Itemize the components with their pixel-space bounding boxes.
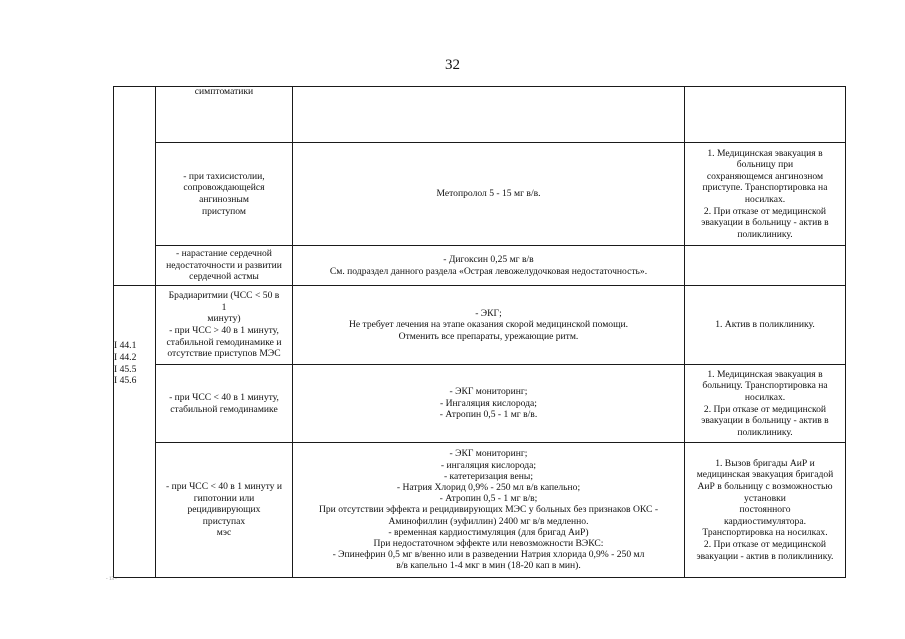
table-row [156, 365, 292, 442]
treatment-cell: - ЭКГ; Не требует лечения на этапе оказания скорой медицинской помощи. Отменить все препараты, урежающие ритм. [348, 307, 629, 342]
table-border-left [113, 86, 114, 578]
condition-cell: - при ЧСС < 40 в 1 минуту и гипотонии или рецидивирующих приступах мэс [166, 481, 282, 539]
recommendation-cell: 1. Медицинская эвакуация в больницу при сохраняющемся ангинозном приступе. Транспортировка на носилках. 2. При отказе от медицинской эвакуации в больницу - актив в поликлинику. [701, 147, 829, 240]
icd-codes: I 44.1 I 44.2 I 45.5 I 45.6 [114, 340, 137, 387]
corner-mark: - 13 - [106, 577, 117, 582]
condition-cell: - нарастание сердечной недостаточности и развитии сердечной астмы [166, 248, 282, 283]
condition-cell: - при ЧСС < 40 в 1 минуту, стабильной гемодинамике [169, 391, 279, 415]
condition-cell: - при тахисистолии, сопровождающейся ангинозным приступом [183, 170, 265, 217]
recommendation-cell: 1. Медицинская эвакуация в больницу. Транспортировка на носилках. 2. При отказе от медицинской эвакуации в больницу - актив в поликлинику. [701, 368, 829, 438]
table-row [156, 143, 292, 245]
condition-cell: Брадиаритмии (ЧСС < 50 в 1 минуту) - при ЧСС > 40 в 1 минуту, стабильной гемодинамике и отсутствие приступов МЭС [166, 290, 282, 360]
table-row [156, 443, 292, 577]
table-row [156, 86, 292, 142]
treatment-cell: - ЭКГ мониторинг; - Ингаляция кислорода; - Атропин 0,5 - 1 мг в/в. [439, 386, 538, 421]
page-number: 32 [445, 57, 460, 73]
condition-cell: симптоматики [194, 86, 254, 97]
recommendation-cell: 1. Актив в поликлинику. [715, 319, 815, 331]
table-border-right [845, 86, 846, 578]
table-border-bottom [113, 577, 846, 578]
table-row [156, 246, 292, 285]
treatment-cell: - ЭКГ мониторинг; - ингаляция кислорода; - катетеризация вены; - Натрия Хлорид 0,9% - 250 мл в/в капельно; - Атропин 0,5 - 1 мг в/в; При отсутствии эффекта и рецидивирующих МЭС у больных без признаков ОКС - Аминофиллин (эуфиллин) 2400 мг в/в медленно. - временная кардиостимуляция (для бригад АиР) При недостаточном эффекте или невозможности ВЭКС: - Эпинефрин 0,5 мг в/венно или в разведении Натрия хлорида 0,9% - 250 мл в/в капельно 1-4 мкг в мин (18-20 кап в мин). [318, 448, 659, 572]
treatment-cell: - Дигоксин 0,25 мг в/в См. подраздел данного раздела «Острая левожелудочковая недостаточность». [329, 253, 648, 277]
recommendation-cell: 1. Вызов бригады АиР и медицинская эвакуация бригадой АиР в больницу с возможностью установки постоянного кардиостимулятора. Транспортировка на носилках. 2. При отказе от медицинской эвакуации - актив в поликлинику. [696, 457, 834, 562]
treatment-cell: Метопролол 5 - 15 мг в/в. [436, 188, 541, 200]
table-row [156, 286, 292, 364]
